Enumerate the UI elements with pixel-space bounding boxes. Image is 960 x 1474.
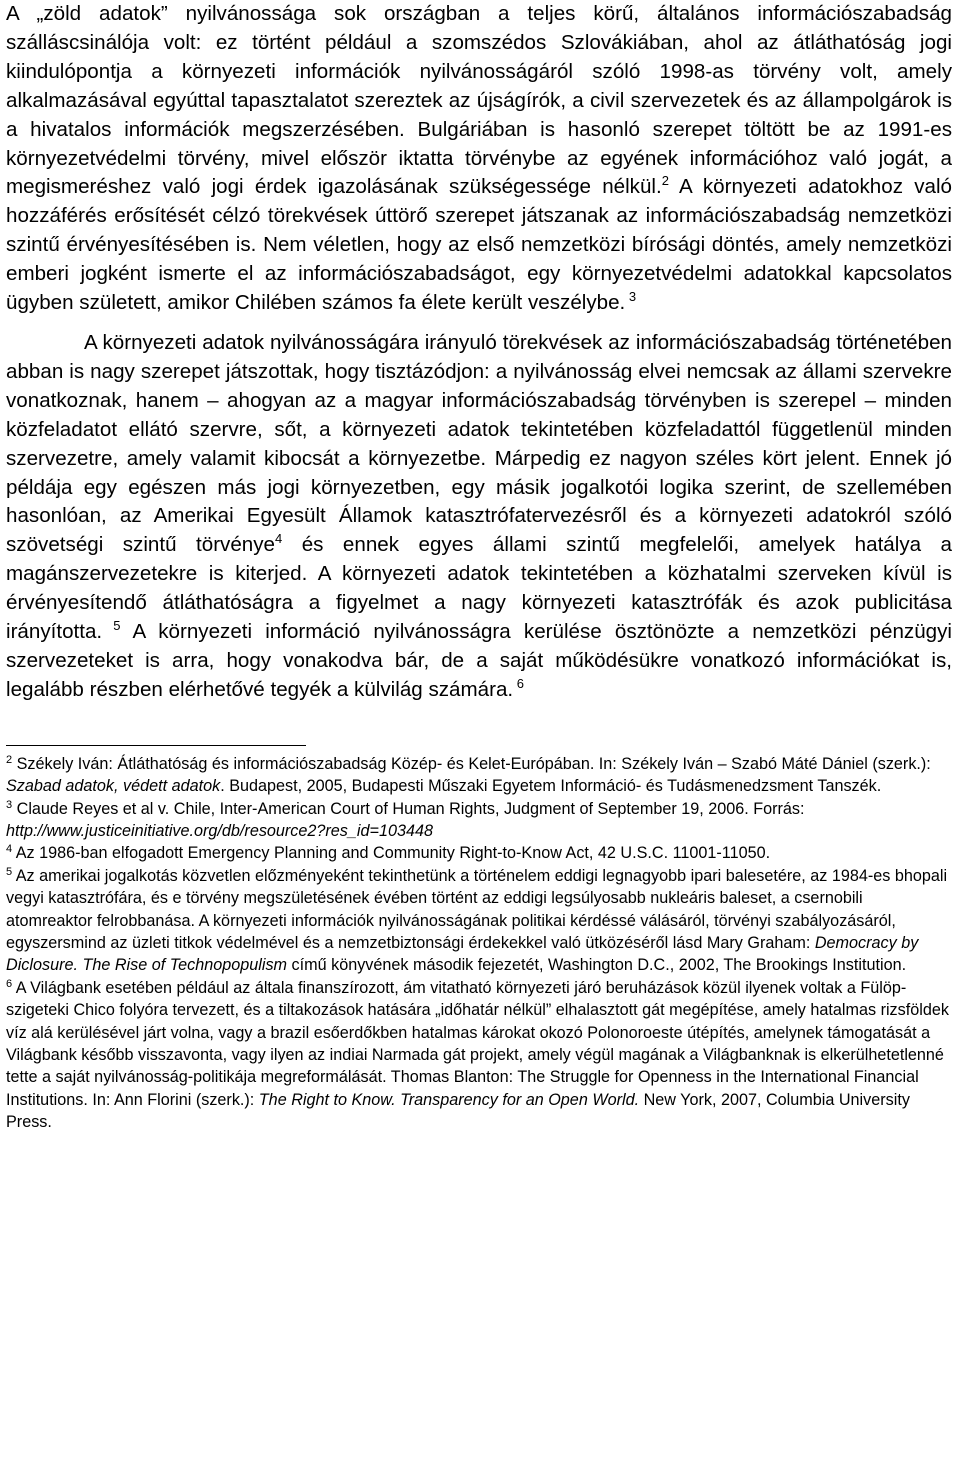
footnote-text: Székely Iván: Átláthatóság és információszabadság Közép- és Kelet-Európában. In: Székely Iván – Szabó Máté Dániel (szerk.):: [12, 754, 931, 773]
footnote-link[interactable]: http://www.justiceinitiative.org/db/resource2?res_id=103448: [6, 821, 433, 840]
footnote-number: 2: [6, 753, 13, 766]
body-text: A környezeti információ nyilvánosságra kerülése ösztönözte a nemzetközi pénzügyi szervezeteket is arra, hogy vonakodva bár, de a saját működésükre vonatkozó információkat is, legalább részben elérhetővé tegyék a külvilág számára.: [6, 620, 952, 701]
footnote-text: . Budapest, 2005, Budapesti Műszaki Egyetem Információ- és Tudásmenedzsment Tanszék.: [220, 777, 882, 796]
footnote-text: Claude Reyes et al v. Chile, Inter-American Court of Human Rights, Judgment of September 19, 2006. Forrás:: [12, 799, 805, 818]
footnote-number: 6: [6, 977, 13, 990]
footnote-text: Az 1986-ban elfogadott Emergency Planning and Community Right-to-Know Act, 42 U.S.C. 11001-11050.: [12, 844, 771, 863]
footnote-title: The Right to Know. Transparency for an Open World.: [258, 1090, 640, 1109]
footnote-text: című könyvének második fejezetét, Washington D.C., 2002, The Brookings Institution.: [287, 956, 907, 975]
footnote-ref-3[interactable]: 3: [625, 289, 637, 305]
footnote-4: [6, 842, 952, 864]
body-text: A „zöld adatok” nyilvánossága sok országban a teljes körű, általános információszabadság szálláscsinálója volt: ez történt például a szomszédos Szlovákiában, ahol az átláthatóság jogi kiindulópontja a környezeti információk nyilvánosságáról szóló 1998-as törvény volt, amely alkalmazásával egyúttal tapasztalatot szereztek az újságírók, a civil szervezetek és az állampolgárok is a hivatalos információk megszerzésében. Bulgáriában is hasonló szerepet töltött be az 1991-es környezetvédelmi törvény, mivel először iktatta törvénybe az egyének információhoz való jogát, a megismeréshez való jogi érdek igazolásának szükségessége nélkül.: [6, 2, 952, 199]
footnote-2: [6, 753, 952, 798]
footnote-text: New York, 2007, Columbia University Press.: [6, 1090, 910, 1132]
document-page: [6, 0, 952, 1134]
body-paragraph-1: [6, 0, 952, 318]
footnote-ref-5[interactable]: 5: [102, 618, 121, 634]
footnote-ref-6[interactable]: 6: [513, 675, 524, 691]
footnote-text: Az amerikai jogalkotás közvetlen előzményeként tekinthetünk a történelem eddigi legnagyobb ipari balesetére, az 1984-es bhopali vegyi katasztrófára, és e törvény megszületésének évében történt az eddigi legsúlyosabb nukleáris baleset, a csernobili atomreaktor felrobbanása. A környezeti információk nyilvánosságának politikai kérdéssé válásáról, törvényi szabályozásáról, egyszersmind az üzleti titkok védelmével és a nemzetbiztonsági érdekekkel való ütközéséről lásd Mary Graham:: [6, 866, 948, 952]
footnote-5: [6, 865, 952, 977]
footnote-number: 5: [6, 865, 13, 878]
footnote-number: 4: [6, 843, 13, 856]
footnote-ref-4[interactable]: 4: [275, 531, 283, 547]
body-paragraph-2: [6, 329, 952, 705]
footnote-6: [6, 977, 952, 1134]
footnote-separator: [6, 745, 306, 746]
body-text: A környezeti adatok nyilvánosságára irányuló törekvések az információszabadság történetében abban is nagy szerepet játszottak, hogy tisztázódjon: a nyilvánosság elvei nemcsak az állami szervekre vonatkoznak, hanem – ahogyan az a magyar információszabadság törvényben is szerepel – minden közfeladatot ellátó szervre, sőt, a környezeti adatok tekintetében közfeladattól függetlenül minden szervezetre, amely valamit kibocsát a környezetbe. Márpedig ez nagyon széles kört jelent. Ennek jó példája egy egészen más jogi környezetben, egy másik jogalkotói logika szerint, de szellemében hasonlóan, az Amerikai Egyesült Államok katasztrófatervezésről és a környezeti adatokról szóló szövetségi szintű törvénye: [6, 330, 952, 557]
footnote-title: Szabad adatok, védett adatok: [6, 777, 221, 796]
footnote-title: Democracy by Diclosure. The Rise of Technopopulism: [6, 934, 919, 975]
footnote-ref-2[interactable]: 2: [661, 173, 669, 189]
footnote-number: 3: [6, 798, 13, 811]
body-text: A környezeti adatokhoz való hozzáférés erősítését célzó törekvések úttörő szerepet játszanak az információszabadság nemzetközi szintű érvényesítésében is. Nem véletlen, hogy az első nemzetközi bírósági döntés, amely nemzetközi emberi jogként ismerte el az információszabadságot, egy környezetvédelmi adatokkal kapcsolatos ügyben született, amikor Chilében számos fa élete került veszélybe.: [6, 175, 952, 315]
footnote-3: [6, 798, 952, 843]
body-text: és ennek egyes állami szintű megfelelői, amelyek hatálya a magánszervezetekre is kiterjed. A környezeti adatok tekintetében a közhatalmi szerveken kívül is érvényesítendő átláthatóságra a figyelmet a nagy környezeti katasztrófák és azok publicitása irányította.: [6, 533, 952, 644]
footnote-text: A Világbank esetében például az általa finanszírozott, ám vitatható környezeti járó beruházások közül ilyenek voltak a Fülöp-szigeteki Chico folyóra tervezett, és a tiltakozások hatására „időhatár nélkül” elhalasztott gát megépítése, amely hatalmas rizsföldek víz alá kerülésével járt volna, vagy a brazil esőerdőkben hatalmas károkat okozó Polonoroeste útépítés, amelynek támogatását a Világbank később visszavonta, vagy ilyen az indiai Narmada gát projekt, amely végül magának a Világbanknak is elkerülhetetlenné tette a saját nyilvánosság-politikája megreformálását. Thomas Blanton: The Struggle for Openness in the International Financial Institutions. In: Ann Florini (szerk.):: [6, 978, 949, 1109]
footnotes: [6, 753, 952, 1134]
